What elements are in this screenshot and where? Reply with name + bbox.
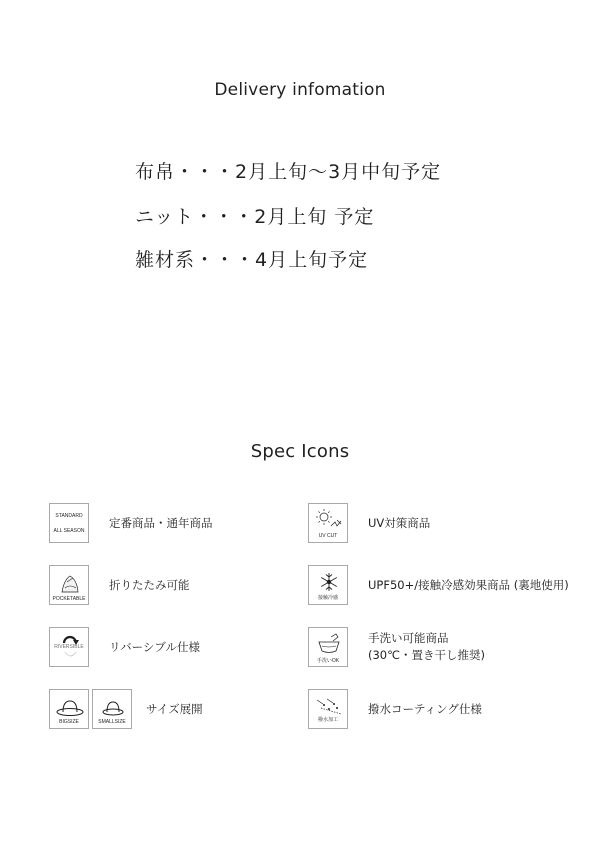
icon-caption: ALL SEASON (53, 528, 85, 534)
spec-label: 折りたたみ可能 (109, 577, 190, 592)
icon-caption: STANDARD (55, 513, 83, 519)
spec-label-group (368, 630, 485, 664)
uv-cut-icon (308, 503, 348, 543)
small-size-icon (92, 689, 132, 729)
standard-all-season-icon (49, 503, 89, 543)
spec-icons-title: Spec Icons (250, 441, 350, 462)
spec-item-reversible (49, 627, 200, 667)
pocketable-icon (49, 565, 89, 605)
spec-item-size (49, 689, 203, 729)
spec-label: UV対策商品 (368, 515, 431, 530)
hand-wash-icon (308, 627, 348, 667)
spec-item-water-repellent (308, 689, 482, 729)
delivery-line-misc: 雑材系・・・4月上旬予定 (135, 249, 369, 271)
water-repellent-icon (308, 689, 348, 729)
icon-caption: SMALLSIZE (98, 719, 126, 725)
delivery-line-knit: ニット・・・2月上旬 予定 (135, 206, 375, 228)
spec-label: UPF50+/接触冷感効果商品 (裏地使用) (368, 577, 569, 592)
spec-label: 撥水コーティング仕様 (368, 701, 482, 716)
icon-caption: 撥水加工 (317, 717, 338, 723)
spec-label: サイズ展開 (146, 701, 203, 716)
spec-item-pocketable (49, 565, 190, 605)
delivery-title: Delivery infomation (214, 80, 386, 100)
spec-label: 定番商品・通年商品 (109, 515, 213, 530)
icon-caption: BIGSIZE (59, 719, 79, 725)
icon-caption: 手洗いOK (316, 658, 340, 664)
spec-label: 手洗い可能商品 (368, 631, 449, 645)
spec-label-note: (30℃・置き干し推奨) (368, 648, 486, 662)
spec-item-hand-wash (308, 627, 485, 667)
icon-caption: 接触冷感 (317, 595, 338, 601)
spec-item-uv-cut (308, 503, 430, 543)
reversible-icon (49, 627, 89, 667)
big-size-icon (49, 689, 89, 729)
spec-item-standard (49, 503, 213, 543)
icon-caption: POCKETABLE (52, 596, 86, 602)
icon-caption: RIVERSIBLE (54, 644, 84, 650)
icon-caption: UV CUT (318, 533, 338, 539)
delivery-line-fabric: 布帛・・・2月上旬～3月中旬予定 (135, 161, 442, 183)
cool-touch-icon (308, 565, 348, 605)
spec-item-cool-touch (308, 565, 569, 605)
spec-label: リバーシブル仕様 (109, 639, 200, 654)
